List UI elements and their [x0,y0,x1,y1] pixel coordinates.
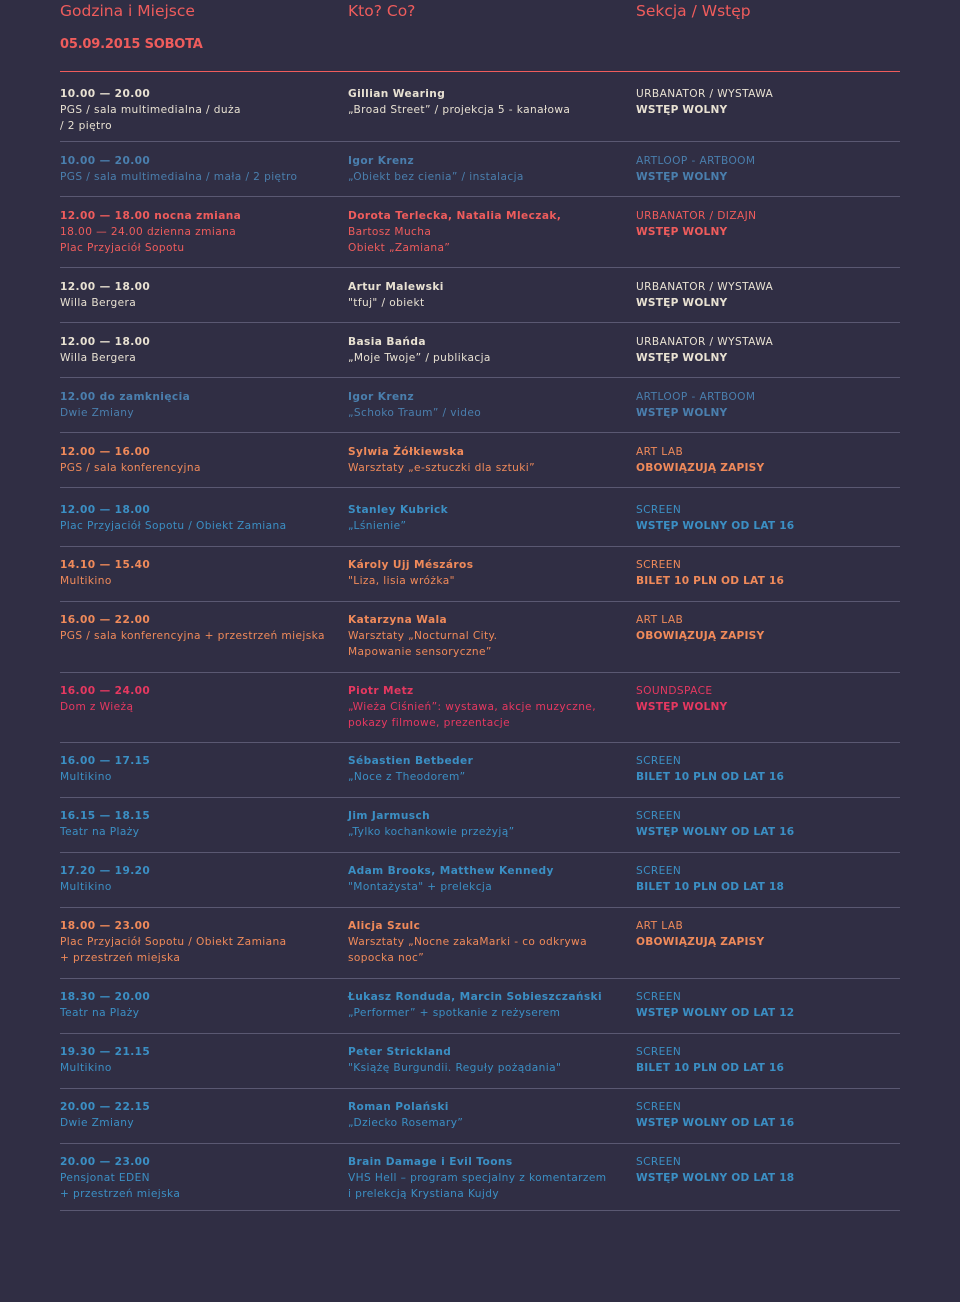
event-place: Dwie Zmiany [60,407,135,419]
section-entry-cell [636,753,900,785]
event-artist: Brain Damage i Evil Toons [348,1156,513,1168]
event-section: SCREEN [636,504,682,516]
event-place: Dom z Wieżą [60,701,134,713]
time-place-cell [60,753,330,785]
who-what-cell [348,502,618,534]
event-section: URBANATOR / WYSTAWA [636,281,774,293]
event-artist: Piotr Metz [348,685,414,697]
event-title: „Noce z Theodorem” [348,771,466,783]
event-artist: Jim Jarmusch [348,810,431,822]
header-section-entry: Sekcja / Wstęp [636,2,751,20]
time-place-cell [60,557,330,589]
who-what-cell [348,1099,618,1131]
row-divider [60,742,900,743]
event-place: Plac Przyjaciół Sopotu [60,242,185,254]
event-artist: Sylwia Żółkiewska [348,446,465,458]
row-divider [60,797,900,798]
event-section: ART LAB [636,446,684,458]
event-title: „Lśnienie” [348,520,407,532]
event-time: 17.20 — 19.20 [60,865,151,877]
who-what-cell [348,153,618,185]
time-place-cell [60,808,330,840]
event-place: PGS / sala multimedialna / duża [60,104,241,116]
event-place: + przestrzeń miejska [60,952,181,964]
event-title: "Liza, lisia wróżka" [348,575,455,587]
event-time: 20.00 — 22.15 [60,1101,151,1113]
who-what-cell [348,1154,618,1202]
time-place-cell [60,918,330,966]
event-title: Warsztaty „Nocturnal City. [348,630,498,642]
event-time: 10.00 — 20.00 [60,155,151,167]
event-place: Multikino [60,575,112,587]
event-artist: Łukasz Ronduda, Marcin Sobieszczański [348,991,602,1003]
event-time: 16.15 — 18.15 [60,810,151,822]
event-time: 12.00 — 18.00 [60,504,151,516]
event-time: 19.30 — 21.15 [60,1046,151,1058]
time-place-cell [60,389,330,421]
event-entry: WSTĘP WOLNY [636,171,728,183]
event-place: / 2 piętro [60,120,112,132]
row-divider [60,852,900,853]
section-entry-cell [636,557,900,589]
time-place-cell [60,279,330,311]
event-time: 12.00 — 18.00 nocna zmiana [60,210,242,222]
event-section: SCREEN [636,991,682,1003]
event-time: 10.00 — 20.00 [60,88,151,100]
event-time: 16.00 — 22.00 [60,614,151,626]
event-title: „Dziecko Rosemary” [348,1117,464,1129]
section-entry-cell [636,208,900,240]
event-time: 14.10 — 15.40 [60,559,151,571]
event-artist: Igor Krenz [348,391,415,403]
event-section: SCREEN [636,1046,682,1058]
time-place-cell [60,502,330,534]
event-entry: WSTĘP WOLNY OD LAT 18 [636,1172,795,1184]
who-what-cell [348,989,618,1021]
event-title: „Tylko kochankowie przeżyją” [348,826,515,838]
event-entry: BILET 10 PLN OD LAT 16 [636,575,785,587]
event-title: Mapowanie sensoryczne” [348,646,492,658]
event-section: SCREEN [636,559,682,571]
who-what-cell [348,208,618,256]
event-time: 12.00 — 16.00 [60,446,151,458]
event-place: PGS / sala konferencyjna + przestrzeń miejska [60,630,325,642]
who-what-cell [348,918,618,966]
who-what-cell [348,683,618,731]
event-section: URBANATOR / WYSTAWA [636,336,774,348]
event-section: SCREEN [636,755,682,767]
time-place-cell [60,989,330,1021]
row-divider [60,1088,900,1089]
section-entry-cell [636,279,900,311]
event-title: „Wieża Ciśnień”: wystawa, akcje muzyczne, [348,701,596,713]
event-entry: WSTĘP WOLNY [636,701,728,713]
row-divider [60,487,900,488]
event-artist: Gillian Wearing [348,88,446,100]
event-title: „Obiekt bez cienia” / instalacja [348,171,524,183]
event-time: 12.00 — 18.00 [60,281,151,293]
event-section: SCREEN [636,810,682,822]
event-place: Teatr na Plaży [60,1007,140,1019]
event-section: SOUNDSPACE [636,685,713,697]
event-artist: Alicja Szulc [348,920,421,932]
event-title: VHS Hell – program specjalny z komentarzem [348,1172,607,1184]
section-entry-cell [636,918,900,950]
who-what-cell [348,557,618,589]
time-place-cell [60,86,330,134]
event-time: 18.00 — 23.00 [60,920,151,932]
who-what-cell [348,389,618,421]
event-entry: WSTĘP WOLNY OD LAT 16 [636,1117,795,1129]
event-artist: Adam Brooks, Matthew Kennedy [348,865,554,877]
event-artist: Katarzyna Wala [348,614,448,626]
event-artist: Sébastien Betbeder [348,755,474,767]
event-entry: WSTĘP WOLNY [636,407,728,419]
event-section: ARTLOOP - ARTBOOM [636,391,756,403]
event-section: URBANATOR / WYSTAWA [636,88,774,100]
event-place: + przestrzeń miejska [60,1188,181,1200]
event-section: ART LAB [636,614,684,626]
event-time: 12.00 do zamknięcia [60,391,191,403]
row-divider [60,672,900,673]
event-place: 18.00 — 24.00 dzienna zmiana [60,226,237,238]
event-title: „Moje Twoje” / publikacja [348,352,491,364]
event-entry: WSTĘP WOLNY OD LAT 12 [636,1007,795,1019]
time-place-cell [60,334,330,366]
event-place: PGS / sala konferencyjna [60,462,201,474]
event-section: SCREEN [636,865,682,877]
row-divider [60,1210,900,1211]
header-time-place: Godzina i Miejsce [60,2,195,20]
row-divider [60,141,900,142]
event-place: Willa Bergera [60,352,137,364]
who-what-cell [348,863,618,895]
event-title: "Książę Burgundii. Reguły pożądania" [348,1062,562,1074]
section-entry-cell [636,444,900,476]
section-entry-cell [636,808,900,840]
event-entry: WSTĘP WOLNY OD LAT 16 [636,826,795,838]
section-entry-cell [636,389,900,421]
event-entry: OBOWIĄZUJĄ ZAPISY [636,462,765,474]
time-place-cell [60,153,330,185]
event-title: „Schoko Traum” / video [348,407,482,419]
section-entry-cell [636,989,900,1021]
event-title: „Performer” + spotkanie z reżyserem [348,1007,561,1019]
event-section: SCREEN [636,1156,682,1168]
event-artist: Stanley Kubrick [348,504,449,516]
section-entry-cell [636,863,900,895]
event-place: Plac Przyjaciół Sopotu / Obiekt Zamiana [60,936,287,948]
event-entry: WSTĘP WOLNY [636,104,728,116]
event-title: Obiekt „Zamiana” [348,242,451,254]
section-entry-cell [636,334,900,366]
section-entry-cell [636,502,900,534]
event-artist: Artur Malewski [348,281,444,293]
event-place: Willa Bergera [60,297,137,309]
event-artist: Károly Ujj Mészáros [348,559,474,571]
event-section: ART LAB [636,920,684,932]
event-title: „Broad Street” / projekcja 5 - kanałowa [348,104,571,116]
time-place-cell [60,1044,330,1076]
row-divider [60,978,900,979]
row-divider [60,196,900,197]
event-entry: BILET 10 PLN OD LAT 16 [636,771,785,783]
event-artist: Roman Polański [348,1101,449,1113]
event-artist: Dorota Terlecka, Natalia Mleczak, [348,210,562,222]
event-place: Multikino [60,1062,112,1074]
event-artist: Basia Bańda [348,336,426,348]
row-divider [60,907,900,908]
event-title: "Montażysta" + prelekcja [348,881,493,893]
event-section: ARTLOOP - ARTBOOM [636,155,756,167]
time-place-cell [60,444,330,476]
event-title: Warsztaty „e-sztuczki dla sztuki” [348,462,536,474]
row-divider [60,1033,900,1034]
event-entry: WSTĘP WOLNY [636,297,728,309]
time-place-cell [60,208,330,256]
event-title: "tfuj" / obiekt [348,297,425,309]
event-section: SCREEN [636,1101,682,1113]
event-title: Warsztaty „Nocne zakaMarki - co odkrywa [348,936,587,948]
section-entry-cell [636,153,900,185]
event-time: 12.00 — 18.00 [60,336,151,348]
who-what-cell [348,444,618,476]
who-what-cell [348,279,618,311]
event-title: pokazy filmowe, prezentacje [348,717,511,729]
row-divider [60,432,900,433]
row-divider [60,546,900,547]
event-place: Teatr na Plaży [60,826,140,838]
section-entry-cell [636,86,900,118]
who-what-cell [348,86,618,118]
row-divider [60,322,900,323]
event-title: sopocka noc” [348,952,425,964]
event-place: PGS / sala multimedialna / mała / 2 piętro [60,171,298,183]
event-time: 16.00 — 24.00 [60,685,151,697]
event-time: 18.30 — 20.00 [60,991,151,1003]
event-place: Pensjonat EDEN [60,1172,150,1184]
event-entry: BILET 10 PLN OD LAT 18 [636,881,785,893]
section-entry-cell [636,1099,900,1131]
event-artist: Igor Krenz [348,155,415,167]
header-divider [60,71,900,72]
time-place-cell [60,612,330,644]
who-what-cell [348,753,618,785]
row-divider [60,601,900,602]
time-place-cell [60,683,330,715]
column-headers [60,2,940,22]
time-place-cell [60,863,330,895]
row-divider [60,267,900,268]
who-what-cell [348,1044,618,1076]
event-title: i prelekcją Krystiana Kujdy [348,1188,500,1200]
event-entry: BILET 10 PLN OD LAT 16 [636,1062,785,1074]
event-place: Plac Przyjaciół Sopotu / Obiekt Zamiana [60,520,287,532]
who-what-cell [348,334,618,366]
time-place-cell [60,1099,330,1131]
header-who-what: Kto? Co? [348,2,416,20]
event-entry: WSTĘP WOLNY [636,352,728,364]
event-place: Multikino [60,881,112,893]
row-divider [60,377,900,378]
schedule-date: 05.09.2015 SOBOTA [60,37,203,52]
event-time: 16.00 — 17.15 [60,755,151,767]
event-time: 20.00 — 23.00 [60,1156,151,1168]
event-entry: WSTĘP WOLNY [636,226,728,238]
event-entry: OBOWIĄZUJĄ ZAPISY [636,936,765,948]
event-entry: WSTĘP WOLNY OD LAT 16 [636,520,795,532]
who-what-cell [348,808,618,840]
event-place: Multikino [60,771,112,783]
event-place: Dwie Zmiany [60,1117,135,1129]
event-section: URBANATOR / DIZAJN [636,210,757,222]
event-title: Bartosz Mucha [348,226,432,238]
section-entry-cell [636,1154,900,1186]
who-what-cell [348,612,618,660]
event-artist: Peter Strickland [348,1046,452,1058]
event-entry: OBOWIĄZUJĄ ZAPISY [636,630,765,642]
section-entry-cell [636,612,900,644]
section-entry-cell [636,1044,900,1076]
section-entry-cell [636,683,900,715]
row-divider [60,1143,900,1144]
time-place-cell [60,1154,330,1202]
